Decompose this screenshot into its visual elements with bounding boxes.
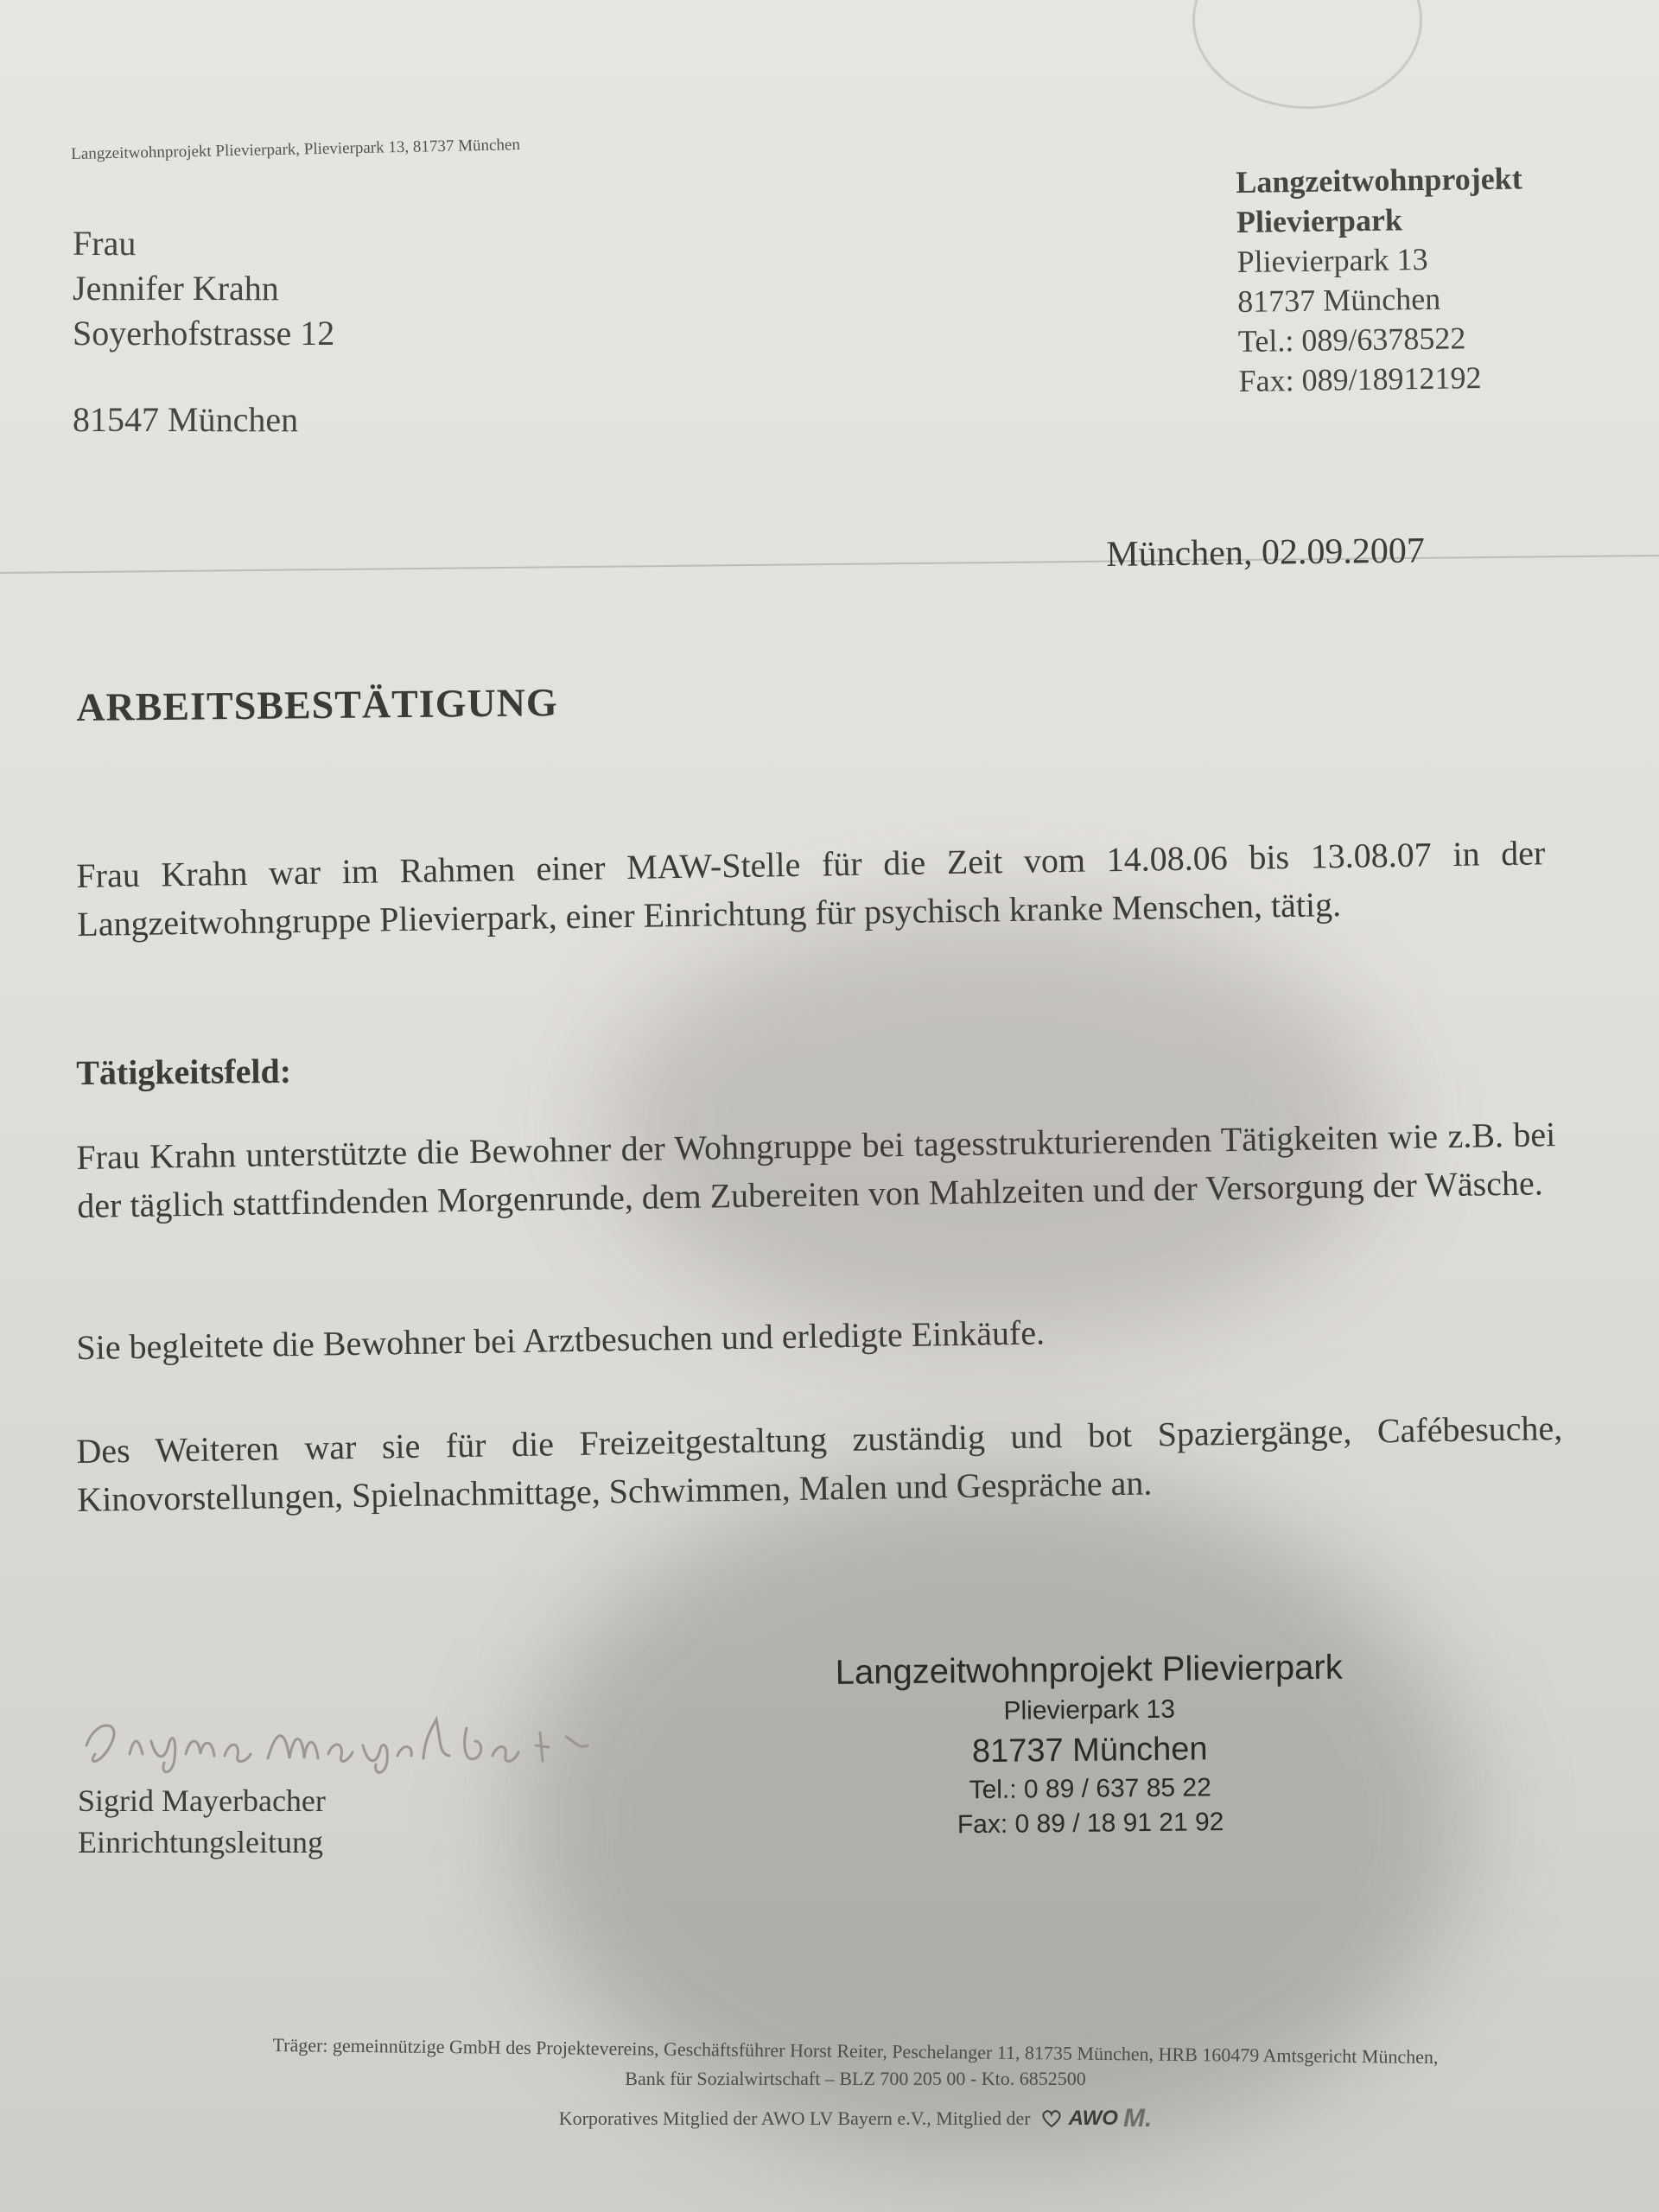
footer-membership-line: [95, 2105, 1616, 2133]
sender-return-address: Langzeitwohnprojekt Plievierpark, Plievierpark 13, 81737 München: [71, 136, 521, 163]
footer-bank-line: Bank für Sozialwirtschaft – BLZ 700 205 00 - Kto. 6852500: [625, 2068, 1086, 2089]
letter-date: München, 02.09.2007: [1106, 531, 1426, 575]
letter-footer: [95, 2033, 1616, 2133]
paragraph-activities: Frau Krahn unterstützte die Bewohner der Wohngruppe bei tagesstrukturierenden Tätigkeiten wie z.B. bei der täglich stattfindenden Morgenrunde, dem Zubereiten von Mahlzeiten und der Versorgung der Wäsche.: [76, 1115, 1556, 1225]
handwritten-signature-icon: [69, 1694, 657, 1780]
stamp-tel: Tel.: 0 89 / 637 85 22: [969, 1773, 1211, 1805]
letterhead-city: 81737 München: [1236, 281, 1441, 319]
footer-membership-text: Korporatives Mitglied der AWO LV Bayern e.V., Mitglied der: [558, 2107, 1031, 2129]
signer-role: Einrichtungsleitung: [78, 1825, 323, 1859]
recipient-address: [73, 221, 334, 442]
stamp-city: 81737 München: [971, 1731, 1208, 1770]
signer-name: Sigrid Mayerbacher: [78, 1783, 326, 1818]
recipient-city: 81547 München: [73, 400, 299, 439]
paragraph-accompaniment: Sie begleitete die Bewohner bei Arztbesuchen und erledigte Einkäufe.: [76, 1313, 1046, 1367]
organization-stamp: [821, 1645, 1358, 1844]
letterhead-name-line2: Plievierpark: [1236, 202, 1403, 239]
letterhead-street: Plievierpark 13: [1236, 241, 1428, 279]
stamp-name: Langzeitwohnprojekt Plievierpark: [835, 1648, 1343, 1692]
recipient-name: Jennifer Krahn: [73, 269, 279, 308]
awo-mark: M.: [1122, 2104, 1153, 2133]
field-heading: Tätigkeitsfeld:: [76, 1051, 292, 1092]
letterhead-tel: Tel.: 089/6378522: [1237, 321, 1466, 359]
paragraph-employment: Frau Krahn war im Rahmen einer MAW-Stelle für die Zeit vom 14.08.06 bis 13.08.07 in der Langzeitwohngruppe Plievierpark, einer Einrichtung für psychisch kranke Menschen, tätig.: [76, 833, 1546, 944]
footer-carrier-line: Träger: gemeinnützige GmbH des Projektevereins, Geschäftsführer Horst Reiter, Peschelanger 11, 81735 München, HRB 160479 Amtsgericht München,: [272, 2033, 1439, 2069]
postmark-stamp-icon: [1192, 0, 1422, 109]
signer-block: [78, 1780, 326, 1863]
awo-logo-icon: [1039, 2105, 1153, 2133]
recipient-salutation: Frau: [73, 224, 137, 263]
letterhead-fax: Fax: 089/18912192: [1238, 360, 1482, 398]
letterhead-name-line1: Langzeitwohnprojekt: [1236, 161, 1522, 200]
awo-logo-text: AWO: [1068, 2107, 1118, 2130]
awo-heart-icon: [1039, 2109, 1064, 2128]
letter-title: ARBEITSBESTÄTIGUNG: [76, 680, 558, 729]
paragraph-leisure: Des Weiteren war sie für die Freizeitgestaltung zuständig und bot Spaziergänge, Cafébesuche, Kinovorstellungen, Spielnachmittage, Schwimmen, Malen und Gespräche an.: [76, 1408, 1563, 1519]
stamp-fax: Fax: 0 89 / 18 91 21 92: [957, 1808, 1224, 1840]
stamp-street: Plievierpark 13: [1003, 1694, 1176, 1726]
letterhead: [1236, 158, 1525, 401]
recipient-street: Soyerhofstrasse 12: [73, 314, 335, 353]
